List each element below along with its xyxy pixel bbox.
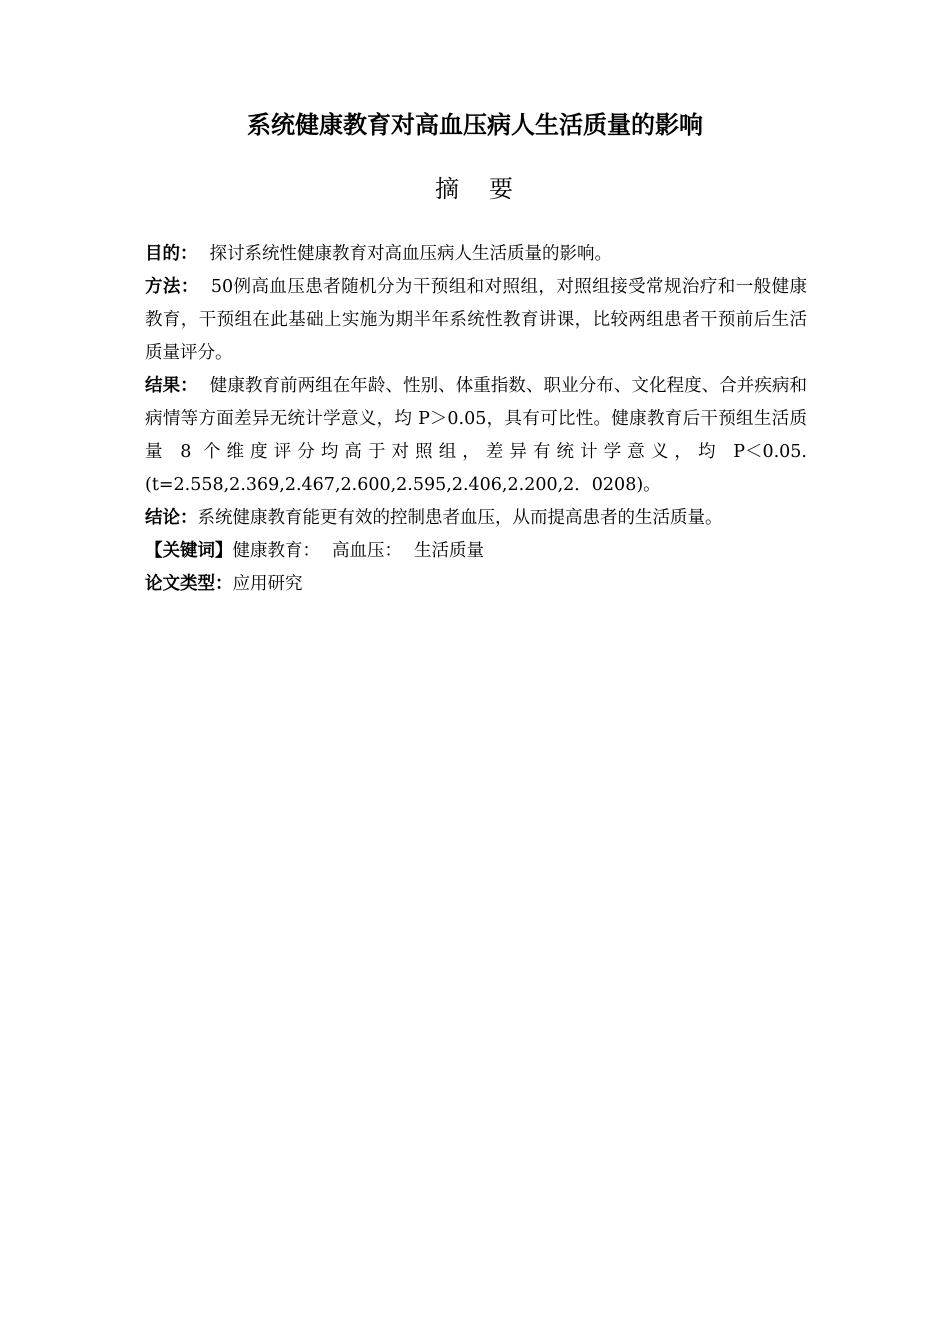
results-text: 健康教育前两组在年龄、性别、体重指数、职业分布、文化程度、合并疾病和病情等方面差异无统计学意义，均 P＞0.05，具有可比性。健康教育后干预组生活质量 8 个维度评分均高于对照组，差异有统计学意义，均 P＜0.05.(t=2.558,2.369,2.467,2.600,2.595,2.406,2.200,2．0208)。 xyxy=(145,376,807,495)
objective-text: 探讨系统性健康教育对高血压病人生活质量的影响。 xyxy=(209,244,612,264)
objective-label: 目的： xyxy=(145,244,198,264)
conclusion-paragraph xyxy=(145,502,807,535)
paper-title: 系统健康教育对高血压病人生活质量的影响 xyxy=(247,111,703,139)
keyword-item: 高血压： xyxy=(332,541,402,561)
keyword-item: 健康教育： xyxy=(232,541,320,561)
objective-paragraph xyxy=(145,238,807,271)
keyword-item: 生活质量 xyxy=(414,541,484,561)
paper-type-paragraph xyxy=(145,568,807,601)
methods-label: 方法： xyxy=(145,277,199,297)
keywords-label: 【关键词】 xyxy=(145,541,233,561)
conclusion-label: 结论： xyxy=(145,508,198,528)
results-label: 结果： xyxy=(145,376,198,396)
paper-type-label: 论文类型： xyxy=(145,574,233,594)
paper-type-text: 应用研究 xyxy=(232,574,303,594)
abstract-body xyxy=(145,238,807,601)
methods-text: 50例高血压患者随机分为干预组和对照组，对照组接受常规治疗和一般健康教育，干预组在此基础上实施为期半年系统性教育讲课，比较两组患者干预前后生活质量评分。 xyxy=(145,277,808,363)
conclusion-text: 系统健康教育能更有效的控制患者血压，从而提高患者的生活质量。 xyxy=(197,508,723,528)
keywords-paragraph xyxy=(145,535,807,568)
results-paragraph xyxy=(145,370,807,502)
methods-paragraph xyxy=(145,271,807,370)
abstract-heading-char2: 要 xyxy=(489,175,515,203)
abstract-heading-char1: 摘 xyxy=(435,175,461,203)
abstract-heading xyxy=(0,172,950,206)
